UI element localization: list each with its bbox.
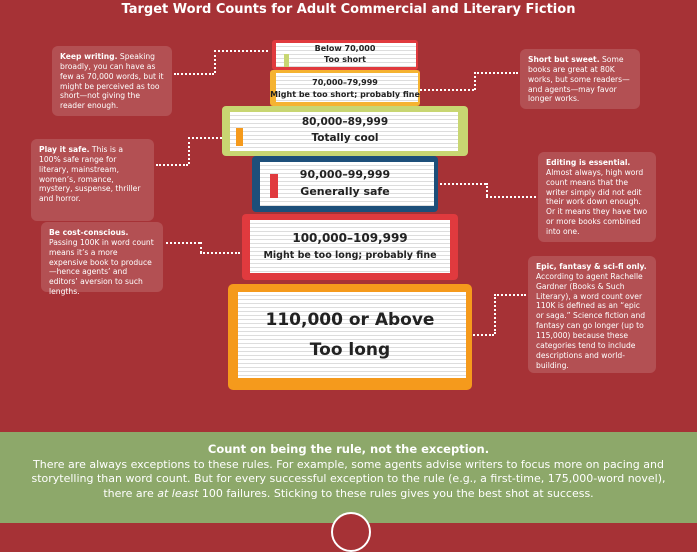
bookmark-icon — [284, 54, 289, 67]
book-below-70000 — [272, 40, 418, 70]
connector — [494, 294, 496, 334]
connector — [156, 164, 188, 166]
book-pages — [238, 292, 466, 378]
footer-text-em: at least — [157, 487, 199, 501]
footer-heading: Count on being the rule, not the exception. — [207, 442, 490, 456]
footer-text-a: There are always exceptions to these rules. For example, some agents advise writers to focus more on pacing and storytelling than word count. But for every successful exception to the rule (e.g., a first-time, 175,000-word novel), there are — [31, 457, 666, 501]
connector — [494, 294, 526, 296]
note-body: Almost always, high word count means that the writer simply did not edit their work down enough. Or it means they have two or more books combined into one. — [546, 167, 648, 237]
connector — [188, 137, 190, 164]
connector — [188, 137, 222, 139]
note-body: Some books are great at 80K works, but some readers—and agents—may favor longer works. — [528, 55, 630, 104]
book-range: Below 70,000 — [314, 44, 376, 53]
book-70000-79999 — [270, 70, 420, 106]
connector — [214, 50, 216, 73]
note-epic — [528, 256, 656, 373]
bookmark-icon — [236, 128, 243, 146]
note-heading: Play it safe. — [39, 145, 90, 154]
note-heading: Keep writing. — [60, 52, 118, 61]
connector — [166, 242, 200, 244]
book-verdict: Totally cool — [311, 132, 379, 144]
connector — [486, 183, 488, 196]
note-body: Passing 100K in word count means it’s a more expensive book to produce—hence agents’ and editors’ aversion to such lengths. — [49, 237, 154, 297]
connector — [486, 196, 536, 198]
book-90000-99999 — [252, 156, 438, 212]
book-range: 80,000–89,999 — [301, 116, 389, 128]
note-play-it-safe — [31, 139, 154, 221]
book-pages — [250, 220, 450, 273]
note-body: This is a 100% safe range for literary, mainstream, women’s, romance, mystery, suspense, thriller and horror. — [39, 145, 141, 204]
logo-badge — [331, 512, 371, 552]
connector — [214, 50, 268, 52]
footer-text — [0, 458, 697, 503]
note-editing — [538, 152, 656, 242]
footer-text-b: 100 failures. Sticking to these rules gives you the best shot at success. — [198, 487, 594, 501]
infographic-title: Target Word Counts for Adult Commercial and Literary Fiction — [121, 2, 576, 17]
book-100000-109999 — [242, 214, 458, 280]
note-heading: Short but sweet. — [528, 55, 600, 64]
connector — [200, 252, 240, 254]
footer-panel — [0, 432, 697, 523]
book-verdict: Might be too short; probably fine — [270, 90, 420, 99]
note-heading: Be cost-conscious. — [49, 228, 129, 237]
book-verdict: Too long — [309, 340, 391, 360]
book-range: 100,000–109,999 — [292, 231, 408, 245]
note-keep-writing — [52, 46, 172, 116]
note-cost-conscious — [41, 222, 163, 297]
book-verdict: Generally safe — [300, 185, 390, 198]
book-range: 70,000–79,999 — [312, 78, 378, 87]
note-heading: Editing is essential. — [546, 158, 631, 167]
book-80000-89999 — [222, 106, 468, 156]
connector — [474, 72, 518, 74]
note-short-sweet — [520, 49, 640, 109]
connector — [174, 73, 214, 75]
book-110000-or-above — [228, 284, 472, 390]
connector — [420, 89, 474, 91]
book-verdict: Might be too long; probably fine — [263, 250, 437, 261]
connector — [470, 334, 494, 336]
book-range: 90,000–99,999 — [299, 168, 391, 181]
note-heading: Epic, fantasy & sci-fi only. — [536, 262, 647, 271]
note-body: Speaking broadly, you can have as few as 70,000 words, but it might be perceived as too short—not giving the reader enough. — [60, 52, 164, 111]
connector — [474, 72, 476, 90]
connector — [440, 183, 486, 185]
book-verdict: Too short — [324, 55, 366, 64]
bookmark-icon — [270, 174, 278, 198]
book-range: 110,000 or Above — [265, 310, 435, 330]
note-body: According to agent Rachelle Gardner (Books & Such Literary), a word count over 110K is defined as an “epic or saga.” Science fiction and fantasy can go longer (up to 115,000) because these categories tend to include descriptions and world-building. — [536, 271, 646, 370]
